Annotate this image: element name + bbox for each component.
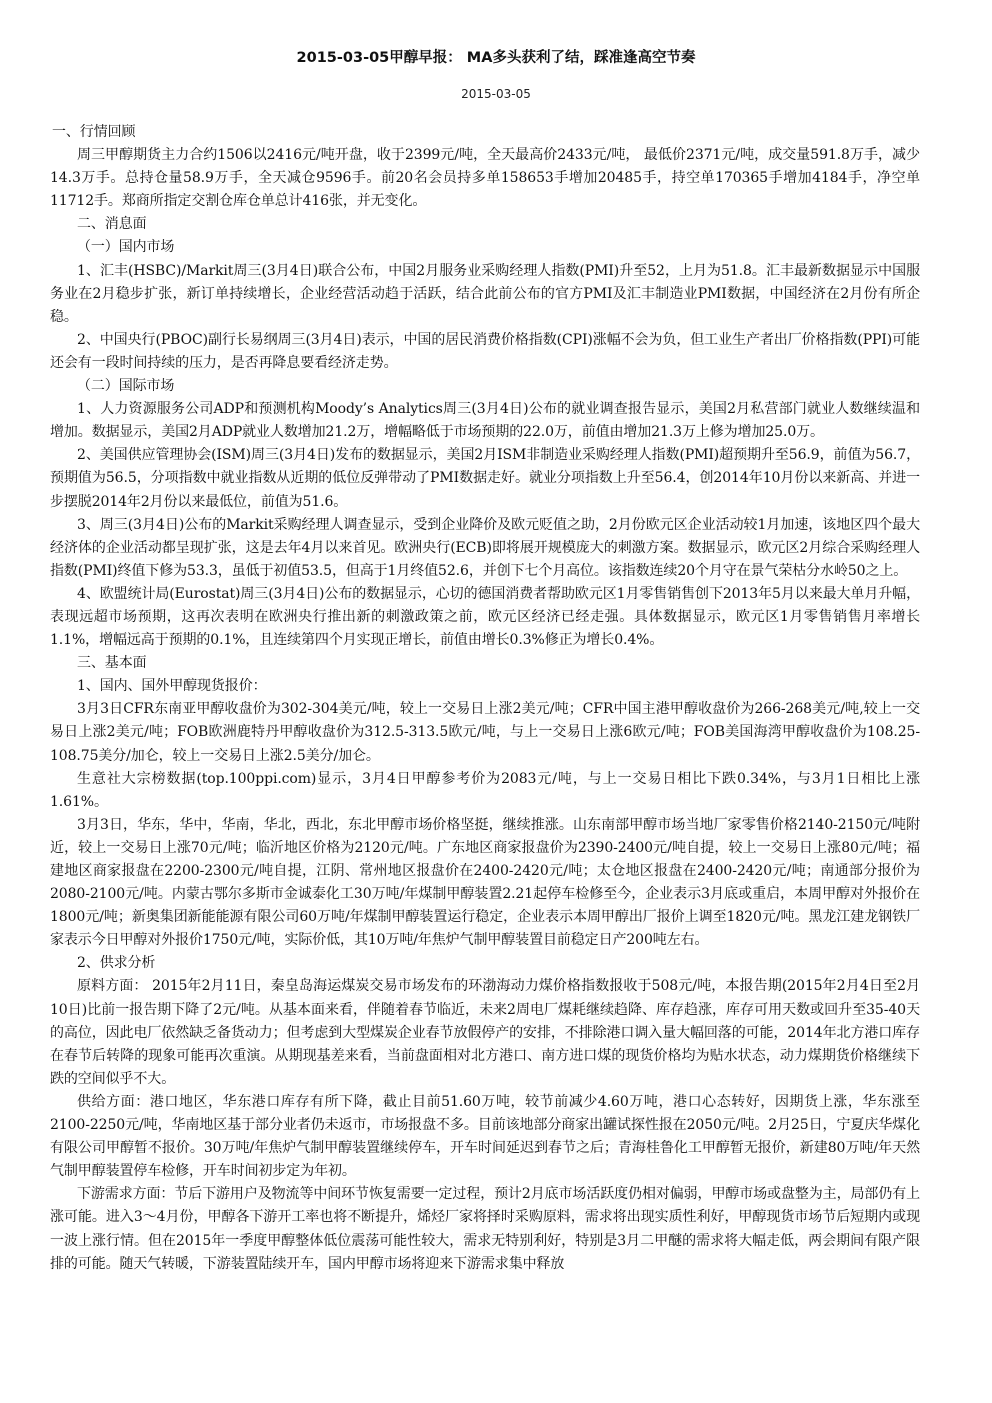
subsection-heading-international: （二）国际市场 <box>77 378 175 395</box>
paragraph-spot-prices-1: 3月3日CFR东南亚甲醇收盘价为302-304美元/吨，较上一交易日上涨2美元/吨；CFR中国主港甲醇收盘价为266-268美元/吨,较上一交易日上涨2美元/吨；FOB欧洲鹿特丹甲醇收盘价为312.5-313.5欧元/吨，与上一交易日上涨6欧元/吨；FOB美国海湾甲醇收盘价为108.25-108.75美分/加仑，较上一交易日上涨2.5美分/加仑。 <box>50 701 920 764</box>
subsection-heading-domestic: （一）国内市场 <box>77 239 175 256</box>
paragraph-spot-prices-3: 3月3日，华东，华中，华南，华北，西北，东北甲醇市场价格坚挺，继续推涨。山东南部甲醇市场当地厂家零售价格2140-2150元/吨附近，较上一交易日上涨70元/吨；临沂地区价格为2120元/吨。广东地区商家报盘价为2390-2400元/吨自提，较上一交易日上涨80元/吨；福建地区商家报盘在2200-2300元/吨自提，江阴、常州地区报盘价在2400-2420元/吨；太仓地区报盘在2400-2420元/吨；南通部分报价为2080-2100元/吨。内蒙古鄂尔多斯市金诚泰化工30万吨/年煤制甲醇装置2.21起停车检修至今，企业表示3月底或重启，本周甲醇对外报价在1800元/吨；新奥集团新能能源有限公司60万吨/年煤制甲醇装置运行稳定，企业表示本周甲醇出厂报价上调至1820元/吨。黑龙江建龙钢铁厂家表示今日甲醇对外报价1750元/吨，实际价低，其10万吨/年焦炉气制甲醇装置目前稳定日产200吨左右。 <box>50 816 920 949</box>
paragraph-raw-materials: 原料方面： 2015年2月11日，秦皇岛海运煤炭交易市场发布的环渤海动力煤价格指数报收于508元/吨，本报告期(2015年2月4日至2月10日)比前一报告期下降了2元/吨。从基本面来看，伴随着春节临近，未来2周电厂煤耗继续趋降、库存趋涨，库存可用天数或回升至35-40天的高位，因此电厂依然缺乏备货动力；但考虑到大型煤炭企业春节放假停产的安排，不排除港口调入量大幅回落的可能，2014年北方港口库存在春节后转降的现象可能再次重演。从期现基差来看，当前盘面相对北方港口、南方进口煤的现货价格均为贴水状态，动力煤期货价格继续下跌的空间似乎不大。 <box>50 978 920 1087</box>
paragraph-domestic-1: 1、汇丰(HSBC)/Markit周三(3月4日)联合公布，中国2月服务业采购经理人指数(PMI)升至52，上月为51.8。汇丰最新数据显示中国服务业在2月稳步扩张，新订单持续增长，企业经营活动趋于活跃，结合此前公布的官方PMI及汇丰制造业PMI数据，中国经济在2月份有所企稳。 <box>50 262 920 325</box>
paragraph-international-2: 2、美国供应管理协会(ISM)周三(3月4日)发布的数据显示，美国2月ISM非制造业采购经理人指数(PMI)超预期升至56.9，前值为56.7，预期值为56.5，分项指数中就业指数从近期的低位反弹带动了PMI数据走好。就业分项指数上升至56.4，创2014年10月份以来新高、并进一步摆脱2014年2月份以来最低位，前值为51.6。 <box>50 447 920 510</box>
document-body <box>50 121 920 1276</box>
section-heading-market-review: 一、行情回顾 <box>52 124 136 140</box>
document-date: 2015-03-05 <box>461 87 531 101</box>
paragraph-domestic-2: 2、中国央行(PBOC)副行长易纲周三(3月4日)表示，中国的居民消费价格指数(CPI)涨幅不会为负，但工业生产者出厂价格指数(PPI)可能还会有一段时间持续的压力，是否再降息要看经济走势。 <box>50 331 920 371</box>
paragraph-international-1: 1、人力资源服务公司ADP和预测机构Moody’s Analytics周三(3月4日)公布的就业调查报告显示，美国2月私营部门就业人数继续温和增加。数据显示，美国2月ADP就业人数增加21.2万，增幅略低于市场预期的22.0万，前值由增加21.3万上修为增加25.0万。 <box>50 401 920 441</box>
section-heading-fundamentals: 三、基本面 <box>77 655 147 672</box>
paragraph-international-3: 3、周三(3月4日)公布的Markit采购经理人调查显示，受到企业降价及欧元贬值之助，2月份欧元区企业活动较1月加速，该地区四个最大经济体的企业活动都呈现扩张，这是去年4月以来首见。欧洲央行(ECB)即将展开规模庞大的刺激方案。数据显示，欧元区2月综合采购经理人指数(PMI)终值下修为53.3，虽低于初值53.5，但高于1月终值52.6，并创下七个月高位。该指数连续20个月守在景气荣枯分水岭50之上。 <box>50 516 920 579</box>
paragraph-market-review: 周三甲醇期货主力合约1506以2416元/吨开盘，收于2399元/吨，全天最高价2433元/吨， 最低价2371元/吨，成交量591.8万手，减少14.3万手。总持仓量58.9万手，全天减仓9596手。前20名会员持多单158653手增加20485手，持空单170365手增加4184手，净空单11712手。郑商所指定交割仓库仓单总计416张，并无变化。 <box>50 147 920 210</box>
subsection-heading-spot-prices: 1、国内、国外甲醇现货报价： <box>77 678 267 695</box>
paragraph-supply: 供给方面：港口地区，华东港口库存有所下降，截止目前51.60万吨，较节前减少4.60万吨，港口心态转好，因期货上涨，华东涨至2100-2250元/吨，华南地区基于部分业者仍未返市，市场报盘不多。目前该地部分商家出罐试探性报在2050元/吨。2月25日，宁夏庆华煤化有限公司甲醇暂不报价。30万吨/年焦炉气制甲醇装置继续停车，开车时间延迟到春节之后；青海桂鲁化工甲醇暂无报价，新建80万吨/年天然气制甲醇装置停车检修，开车时间初步定为年初。 <box>50 1093 920 1180</box>
document-title: 2015-03-05甲醇早报： MA多头获利了结，踩准逢高空节奏 <box>296 50 696 66</box>
section-heading-news: 二、消息面 <box>77 216 147 233</box>
subsection-heading-supply-demand: 2、供求分析 <box>77 955 156 972</box>
paragraph-spot-prices-2: 生意社大宗榜数据(top.100ppi.com)显示，3月4日甲醇参考价为2083元/吨，与上一交易日相比下跌0.34%，与3月1日相比上涨1.61%。 <box>50 770 920 810</box>
paragraph-demand: 下游需求方面：节后下游用户及物流等中间环节恢复需要一定过程，预计2月底市场活跃度仍相对偏弱，甲醇市场或盘整为主，局部仍有上涨可能。进入3～4月份，甲醇各下游开工率也将不断提升，烯烃厂家将择时采购原料，需求将出现实质性利好，甲醇现货市场节后短期内或现一波上涨行情。但在2015年一季度甲醇整体低位震荡可能性较大，需求无特别利好，特别是3月二甲醚的需求将大幅走低，两会期间有限产限排的可能。随天气转暖，下游装置陆续开车，国内甲醇市场将迎来下游需求集中释放 <box>50 1186 920 1272</box>
paragraph-international-4: 4、欧盟统计局(Eurostat)周三(3月4日)公布的数据显示，心切的德国消费者帮助欧元区1月零售销售创下2013年5月以来最大单月升幅，表现远超市场预期，这再次表明在欧洲央行推出新的刺激政策之前，欧元区经济已经走强。具体数据显示，欧元区1月零售销售月率增长1.1%，增幅远高于预期的0.1%，且连续第四个月实现正增长，前值由增长0.3%修正为增长0.4%。 <box>50 585 920 649</box>
